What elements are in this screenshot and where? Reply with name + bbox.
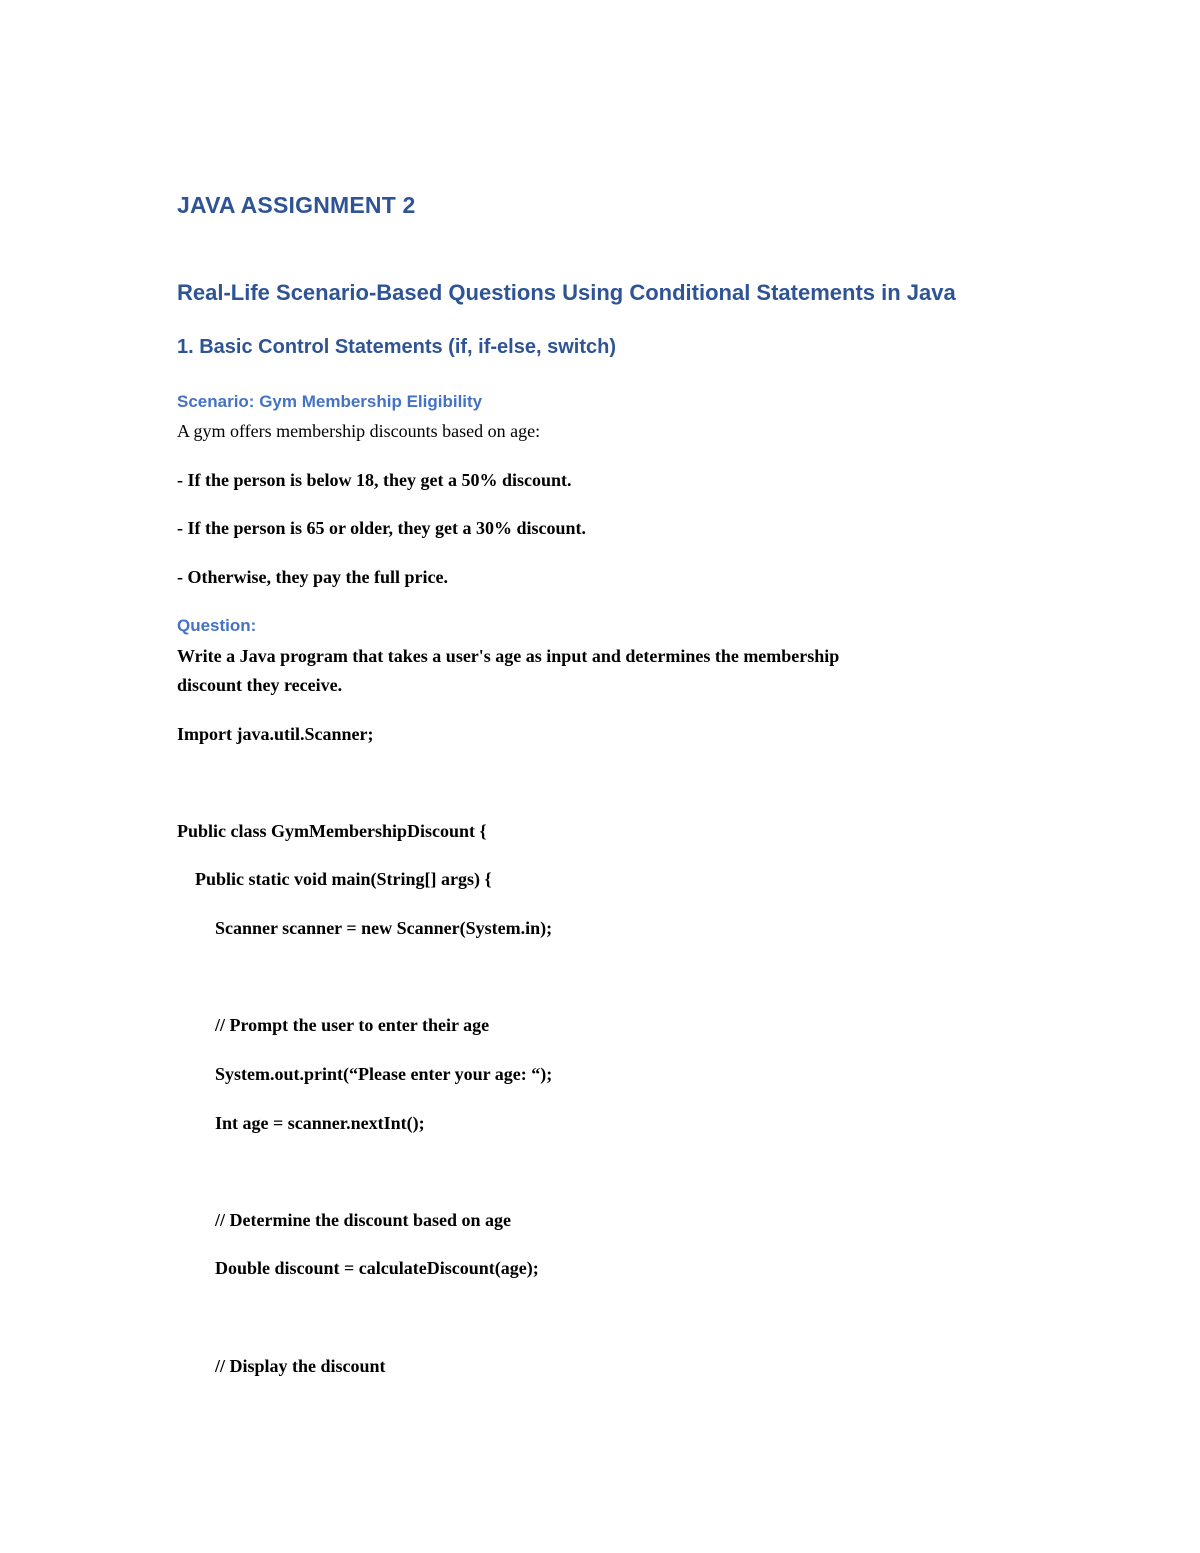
code-print-line: System.out.print(“Please enter your age: “); [215, 1064, 553, 1084]
code-age-line: Int age = scanner.nextInt(); [215, 1113, 425, 1133]
code-import-line: Import java.util.Scanner; [177, 724, 374, 744]
question-heading: Question: [177, 616, 257, 635]
main-heading: Real-Life Scenario-Based Questions Using Conditional Statements in Java [177, 280, 956, 305]
code-comment-display: // Display the discount [215, 1356, 386, 1376]
rule-item: - Otherwise, they pay the full price. [177, 567, 448, 587]
code-discount-line: Double discount = calculateDiscount(age); [215, 1258, 539, 1278]
code-comment-prompt: // Prompt the user to enter their age [215, 1015, 490, 1035]
section-heading: 1. Basic Control Statements (if, if-else, switch) [177, 336, 616, 358]
rule-item: - If the person is below 18, they get a 50% discount. [177, 470, 572, 490]
scenario-intro: A gym offers membership discounts based on age: [177, 421, 541, 441]
code-main-declaration: Public static void main(String[] args) { [195, 869, 492, 889]
question-text-line: discount they receive. [177, 675, 343, 695]
scenario-heading: Scenario: Gym Membership Eligibility [177, 392, 483, 411]
rule-item: - If the person is 65 or older, they get a 30% discount. [177, 518, 586, 538]
document-title: JAVA ASSIGNMENT 2 [177, 192, 416, 218]
code-comment-determine: // Determine the discount based on age [215, 1210, 511, 1230]
question-text-line: Write a Java program that takes a user's age as input and determines the membership [177, 646, 840, 666]
code-scanner-line: Scanner scanner = new Scanner(System.in); [215, 918, 553, 938]
code-class-declaration: Public class GymMembershipDiscount { [177, 821, 487, 841]
